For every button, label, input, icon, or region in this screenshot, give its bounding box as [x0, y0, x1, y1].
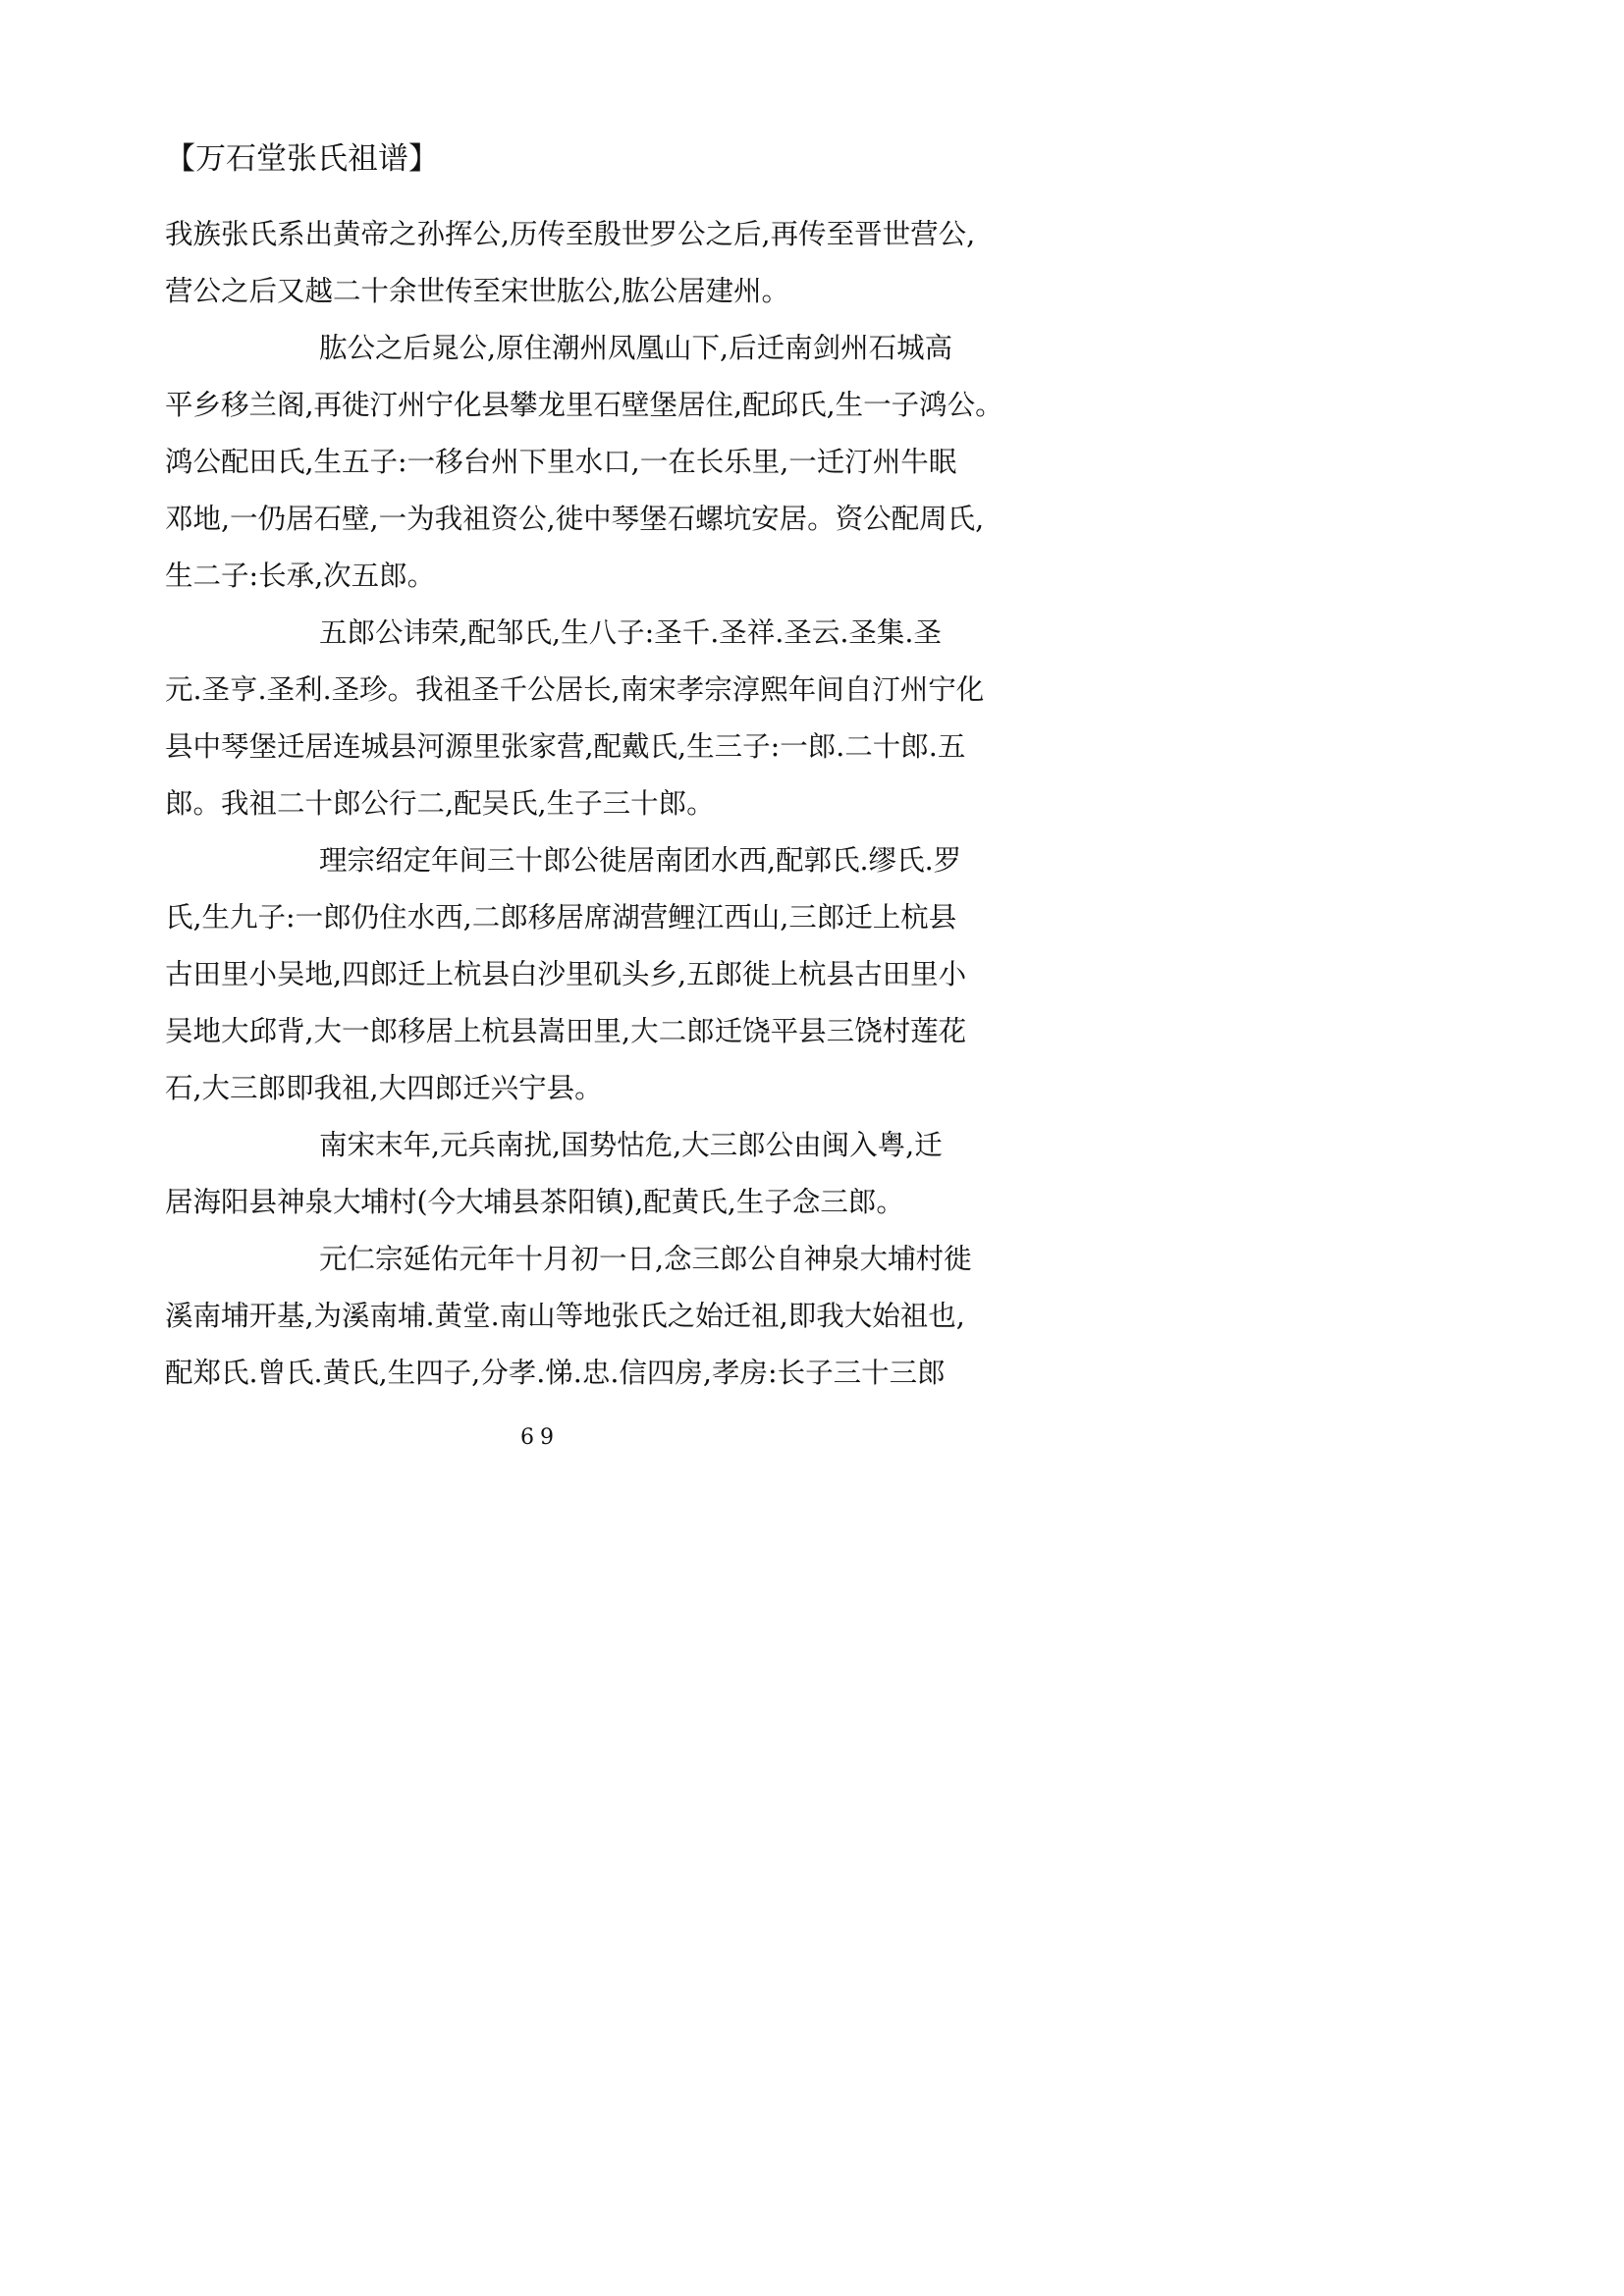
document-title: 【万石堂张氏祖谱】 [165, 141, 439, 177]
text-line: 理宗绍定年间三十郎公徙居南团水西,配郭氏.缪氏.罗 [319, 844, 962, 877]
text-line: 配郑氏.曾氏.黄氏,生四子,分孝.悌.忠.信四房,孝房:长子三十三郎 [165, 1357, 946, 1389]
text-line: 生二子:长承,次五郎。 [165, 560, 436, 592]
text-line: 吴地大邱背,大一郎移居上杭县嵩田里,大二郎迁饶平县三饶村莲花 [165, 1015, 967, 1047]
text-line: 元仁宗延佑元年十月初一日,念三郎公自神泉大埔村徙 [319, 1243, 972, 1275]
text-line: 肱公之后晁公,原住潮州凤凰山下,后迁南剑州石城高 [319, 332, 953, 364]
text-line: 南宋末年,元兵南扰,国势怙危,大三郎公由闽入粤,迁 [319, 1129, 943, 1161]
page-number: 69 [520, 1425, 560, 1450]
text-line: 县中琴堡迁居连城县河源里张家营,配戴氏,生三子:一郎.二十郎.五 [165, 730, 966, 763]
text-line: 居海阳县神泉大埔村(今大埔县茶阳镇),配黄氏,生子念三郎。 [165, 1186, 904, 1218]
text-line: 邓地,一仍居石壁,一为我祖资公,徙中琴堡石螺坑安居。资公配周氏, [165, 503, 985, 535]
text-line: 氏,生九子:一郎仍住水西,二郎移居席湖营鲤江西山,三郎迁上杭县 [165, 901, 957, 934]
text-line: 郎。我祖二十郎公行二,配吴氏,生子三十郎。 [165, 787, 715, 820]
text-line: 古田里小吴地,四郎迁上杭县白沙里矶头乡,五郎徙上杭县古田里小 [165, 958, 967, 990]
text-line: 我族张氏系出黄帝之孙挥公,历传至殷世罗公之后,再传至晋世营公, [165, 218, 976, 250]
text-line: 元.圣亨.圣利.圣珍。我祖圣千公居长,南宋孝宗淳熙年间自汀州宁化 [165, 673, 985, 706]
text-line: 鸿公配田氏,生五子:一移台州下里水口,一在长乐里,一迁汀州牛眠 [165, 446, 957, 478]
text-line: 平乡移兰阁,再徙汀州宁化县攀龙里石壁堡居住,配邱氏,生一子鸿公。 [165, 389, 1003, 421]
text-line: 溪南埔开基,为溪南埔.黄堂.南山等地张氏之始迁祖,即我大始祖也, [165, 1300, 965, 1332]
document-body [165, 206, 1003, 1402]
text-line: 五郎公讳荣,配邹氏,生八子:圣千.圣祥.圣云.圣集.圣 [319, 616, 942, 649]
text-line: 石,大三郎即我祖,大四郎迁兴宁县。 [165, 1072, 603, 1104]
document-page [0, 0, 1080, 1527]
text-line: 营公之后又越二十余世传至宋世肱公,肱公居建州。 [165, 275, 790, 307]
